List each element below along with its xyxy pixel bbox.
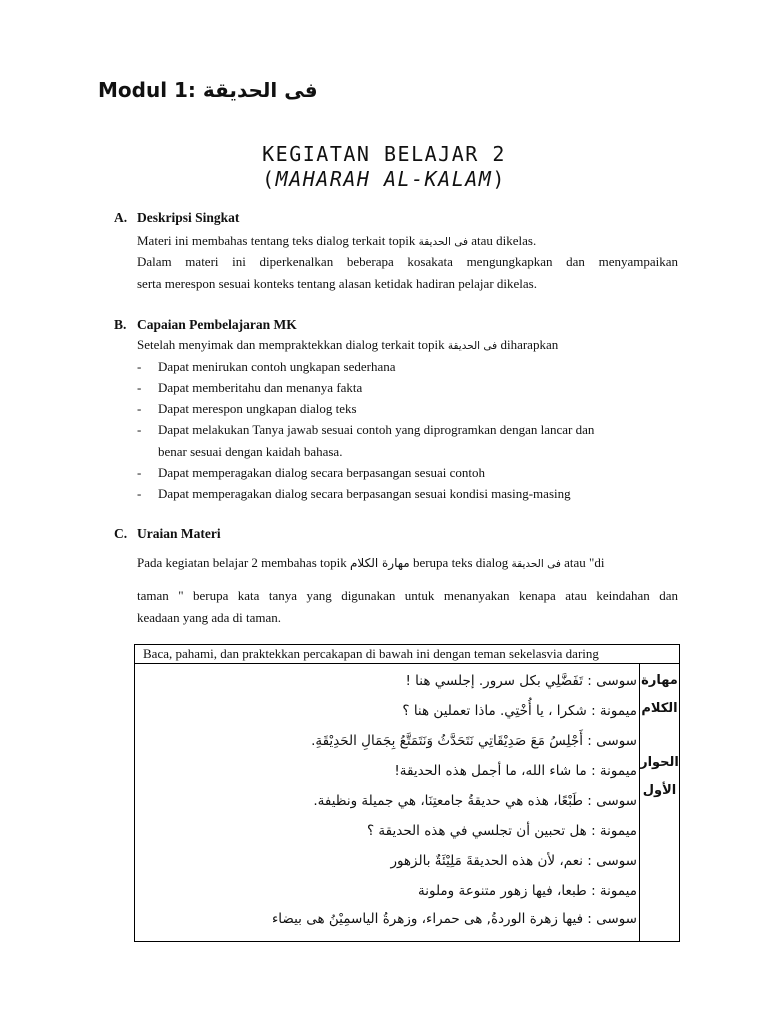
bullet-dash: - <box>137 465 142 480</box>
section-c-letter: C. <box>114 526 128 541</box>
bullet-continuation: benar sesuai dengan kaidah bahasa. <box>158 444 343 459</box>
section-a-line-3: serta merespon sesuai konteks tentang alasan ketidak hadiran pelajar dikelas. <box>137 276 537 291</box>
section-a-heading <box>114 210 239 226</box>
modul-arabic-title: فى الحديقة <box>202 78 318 102</box>
section-b-intro <box>137 337 678 353</box>
section-b-letter: B. <box>114 317 127 332</box>
dialog-line: سوسى : أَجْلِسُ مَعَ صَدِيْقَاتِي نَتَحَدَّثُ وَنَتَمَتَّعُ بِجَمَالِ الحَدِيْقَةِ. <box>311 733 637 749</box>
dialog-table <box>134 644 680 942</box>
section-c-paragraph-line-2: taman " berupa kata tanya yang digunakan untuk menanyakan kenapa atau keindahan dan <box>137 588 678 603</box>
bullet-item <box>137 380 678 396</box>
bullet-dash: - <box>137 359 142 374</box>
bullet-item <box>137 359 678 375</box>
arabic-fragment: فى الحديقة <box>447 340 498 352</box>
section-c-paragraph-line-1 <box>137 555 678 571</box>
text-fragment: berupa teks dialog <box>412 555 509 570</box>
text-fragment: atau dikelas. <box>471 233 537 248</box>
section-a-line-1 <box>137 233 678 249</box>
text-fragment: Materi ini membahas tentang teks dialog terkait topik <box>137 233 416 248</box>
section-b-heading <box>114 317 297 333</box>
arabic-fragment: فى الحديقة <box>511 558 561 570</box>
side-label-kalam: الكلام <box>641 701 678 716</box>
dialog-line: ميمونة : شكرا ، يا أُخْتِي. ماذا تعملين هنا ؟ <box>402 703 637 719</box>
section-c-heading <box>114 526 221 542</box>
text-fragment: atau "di <box>564 555 605 570</box>
dialog-line: ميمونة : طبعا، فيها زهور متنوعة وملونة <box>417 883 637 899</box>
bullet-item <box>137 422 678 438</box>
dialog-line: سوسى : نعم، لأن هذه الحديقةَ مَلِيْئَةٌ بالزهور <box>390 853 637 869</box>
bullet-dash: - <box>137 401 142 416</box>
bullet-item <box>137 401 678 417</box>
text-fragment: Setelah menyimak dan mempraktekkan dialog terkait topik <box>137 337 445 352</box>
side-label-maharah: مهارة <box>641 673 678 688</box>
section-a-line-2: Dalam materi ini diperkenalkan beberapa kosakata mengungkapkan dan menyampaikan <box>137 254 678 269</box>
modul-heading <box>98 78 318 102</box>
page-title: KEGIATAN BELAJAR 2 <box>262 142 506 166</box>
bullet-text: Dapat menirukan contoh ungkapan sederhana <box>158 359 396 374</box>
bullet-dash: - <box>137 380 142 395</box>
modul-label: Modul 1: <box>98 78 196 102</box>
section-a-title: Deskripsi Singkat <box>137 210 240 225</box>
dialog-line: سوسى : تَفَضَّلِي بكل سرور. إجلسي هنا ! <box>405 673 637 689</box>
bullet-text: Dapat memberitahu dan menanya fakta <box>158 380 363 395</box>
text-fragment: Pada kegiatan belajar 2 membahas topik <box>137 555 347 570</box>
bullet-text: Dapat memperagakan dialog secara berpasangan sesuai contoh <box>158 465 486 480</box>
bullet-dash: - <box>137 486 142 501</box>
bullet-text: Dapat memperagakan dialog secara berpasangan sesuai kondisi masing-masing <box>158 486 571 501</box>
side-label-hiwar: الحوار <box>640 755 679 770</box>
section-c-title: Uraian Materi <box>137 526 221 541</box>
text-fragment: diharapkan <box>500 337 559 352</box>
bullet-item <box>137 465 678 481</box>
page-subtitle: (MAHARAH AL-KALAM) <box>262 167 506 191</box>
arabic-fragment: مهارة الكلام <box>349 556 410 570</box>
dialog-table-header: Baca, pahami, dan praktekkan percakapan di bawah ini dengan teman sekelasvia daring <box>135 645 679 664</box>
dialog-line: سوسى : طَبْعًا، هذه هي حديقةُ جامعتِنَا، هي جميلة ونظيفة. <box>313 793 637 809</box>
section-c-paragraph-line-3: keadaan yang ada di taman. <box>137 610 282 625</box>
side-label-awwal: الأول <box>642 783 677 798</box>
dialog-line: سوسى : فيها زهرة الوردةُ, هى حمراء، وزهرةُ الياسمِيْنُ هى بيضاء <box>271 911 637 927</box>
bullet-dash: - <box>137 422 142 437</box>
dialog-line: ميمونة : ما شاء الله، ما أجمل هذه الحديقة! <box>394 763 637 779</box>
bullet-item <box>137 486 678 502</box>
bullet-text: Dapat melakukan Tanya jawab sesuai contoh yang diprogramkan dengan lancar dan <box>158 422 595 437</box>
section-b-title: Capaian Pembelajaran MK <box>137 317 297 332</box>
arabic-fragment: فى الحديقة <box>418 236 468 248</box>
dialog-line: ميمونة : هل تحبين أن تجلسي في هذه الحديقة ؟ <box>366 823 637 839</box>
bullet-text: Dapat merespon ungkapan dialog teks <box>158 401 357 416</box>
section-a-letter: A. <box>114 210 128 225</box>
